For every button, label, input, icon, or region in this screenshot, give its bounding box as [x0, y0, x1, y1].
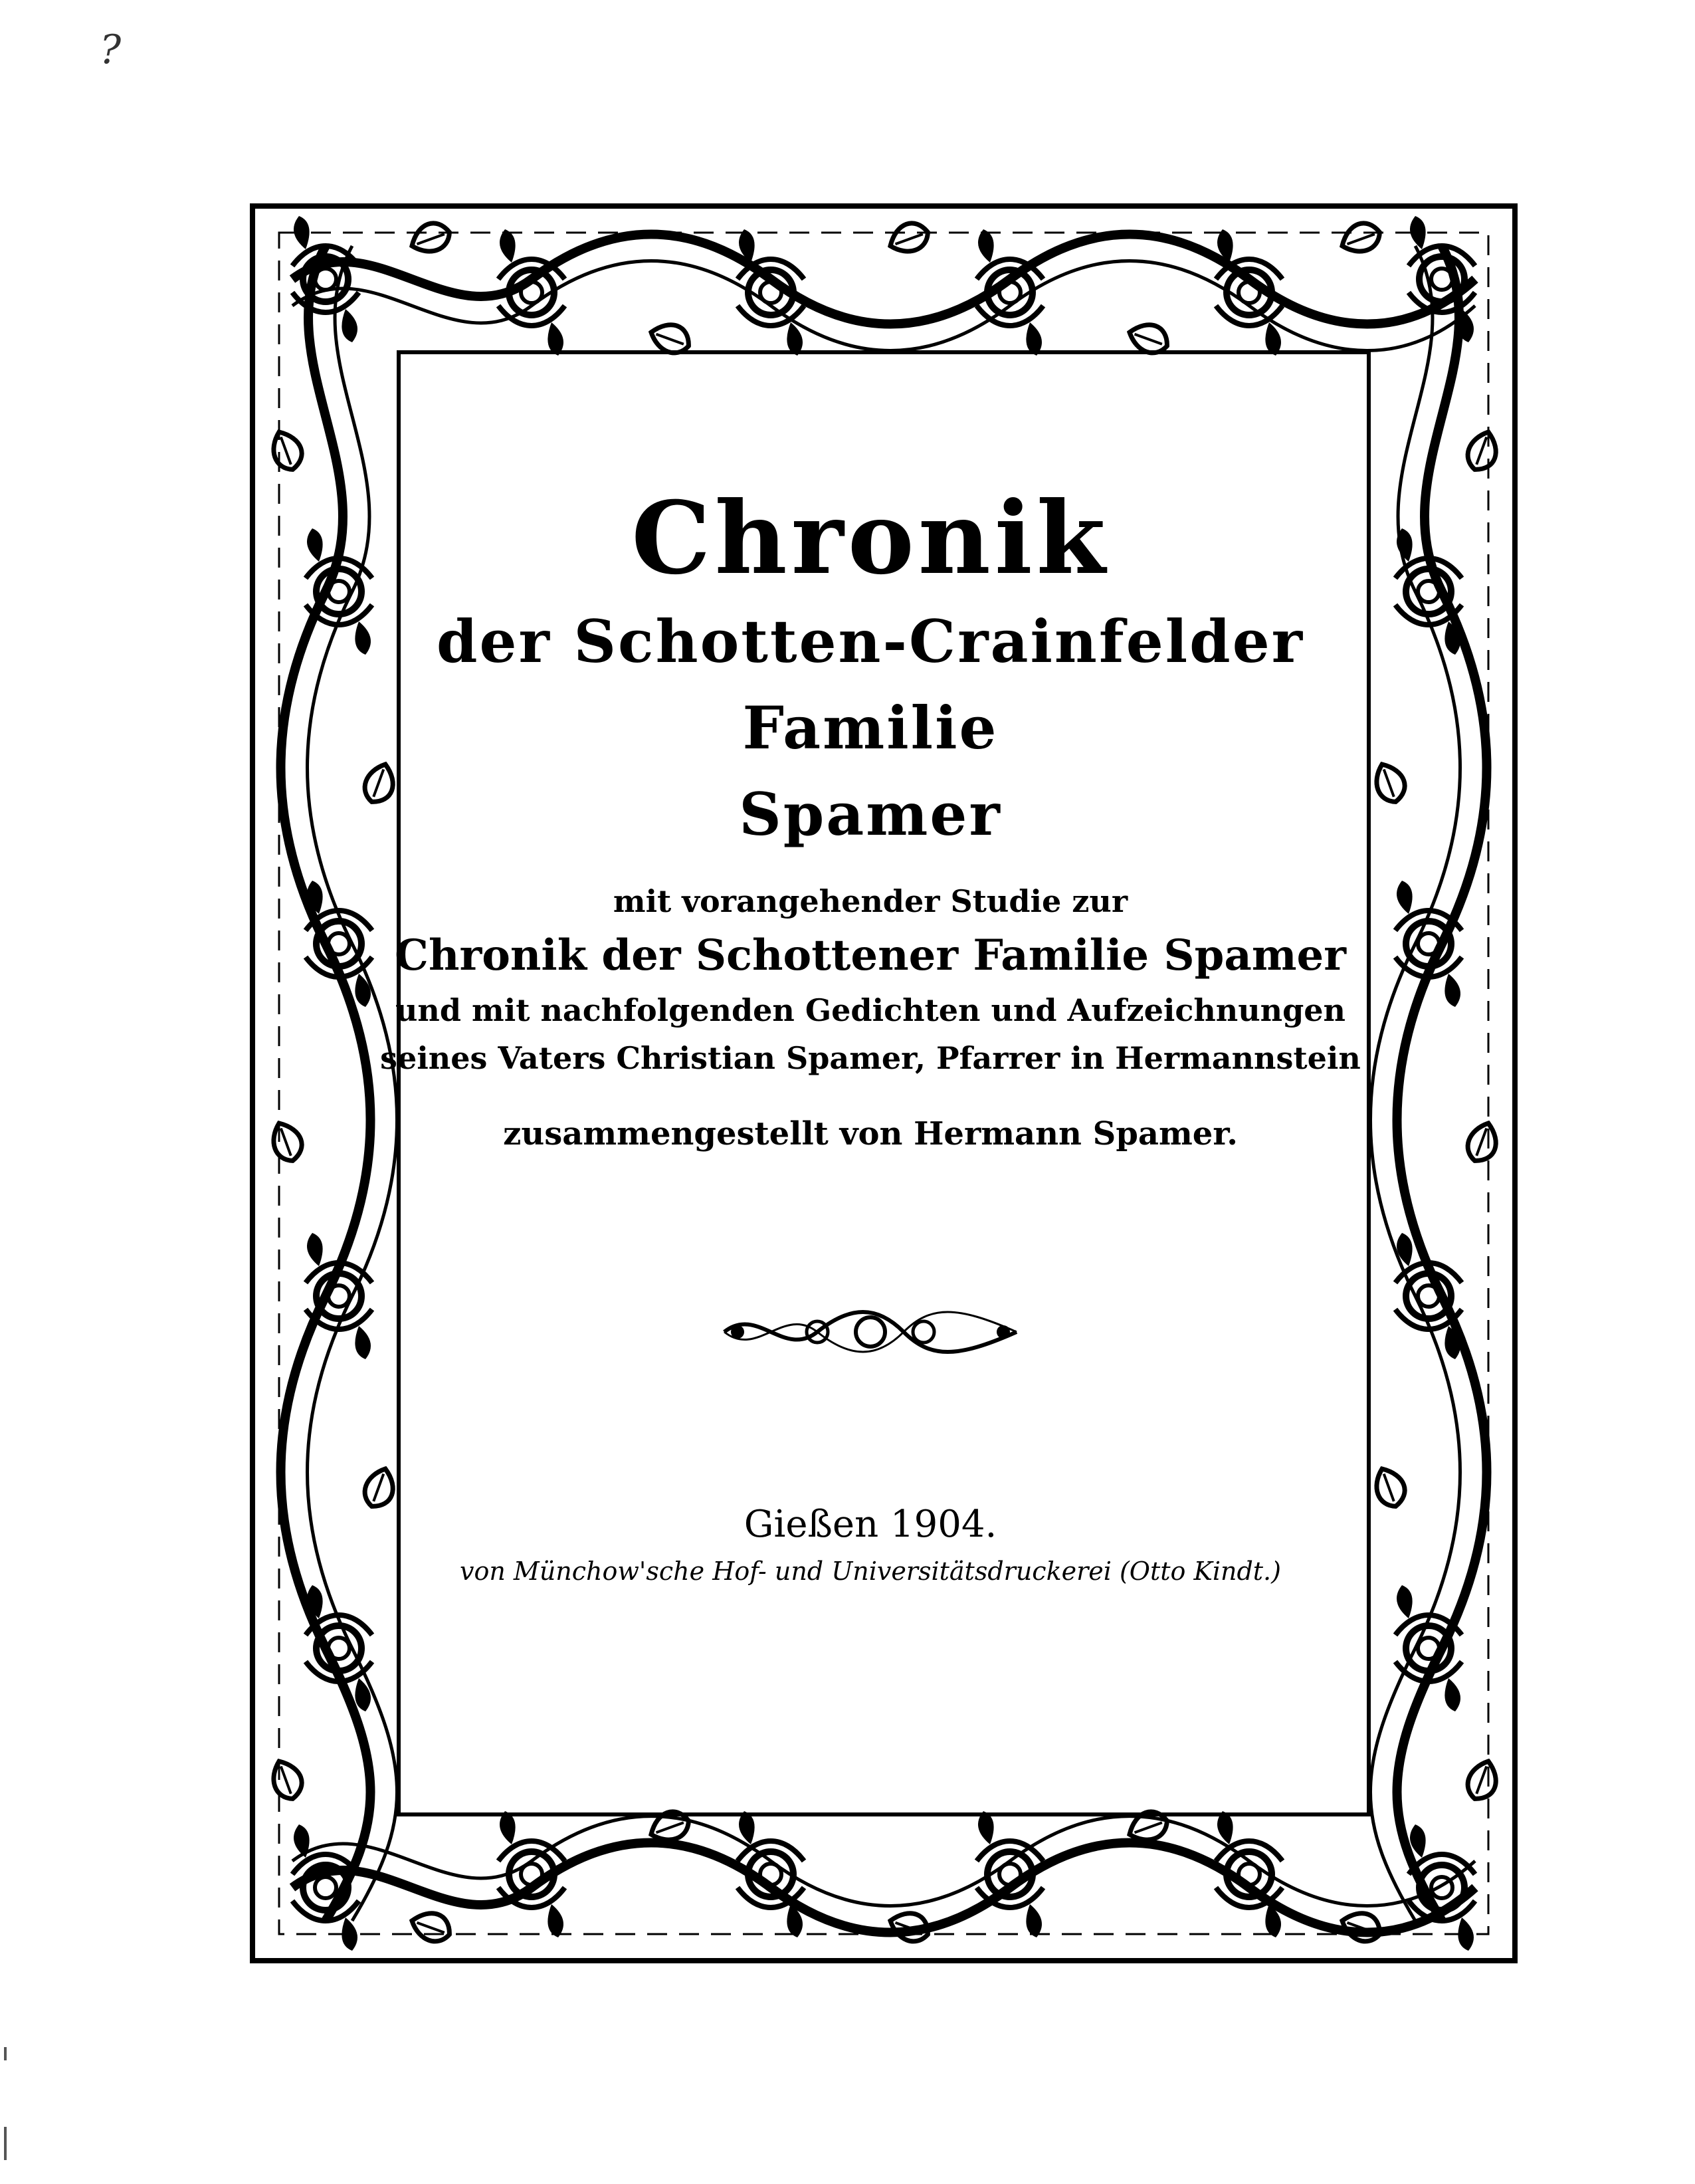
printer-line: von Münchow'sche Hof- und Universitätsdruckerei (Otto Kindt.) [460, 1557, 1281, 1586]
scan-mark [4, 2047, 7, 2060]
poems-line: und mit nachfolgenden Gedichten und Aufzeichnungen [395, 992, 1346, 1028]
title-block [372, 479, 1369, 1591]
handwritten-mark: ? [100, 27, 122, 73]
place-year: Gießen 1904. [744, 1503, 997, 1546]
father-line: seines Vaters Christian Spamer, Pfarrer in Hermannstein [380, 1040, 1361, 1076]
ornamental-divider-icon [718, 1299, 1023, 1365]
family-name: Spamer [739, 780, 1002, 849]
second-chronicle-line: Chronik der Schottener Familie Spamer [395, 930, 1346, 980]
scan-mark [4, 2127, 7, 2160]
family-line: der Schotten-Crainfelder Familie [436, 607, 1305, 762]
study-line: mit vorangehender Studie zur [613, 883, 1128, 919]
main-title: Chronik [631, 480, 1110, 597]
compiled-by-line: zusammengestellt von Hermann Spamer. [503, 1115, 1238, 1152]
